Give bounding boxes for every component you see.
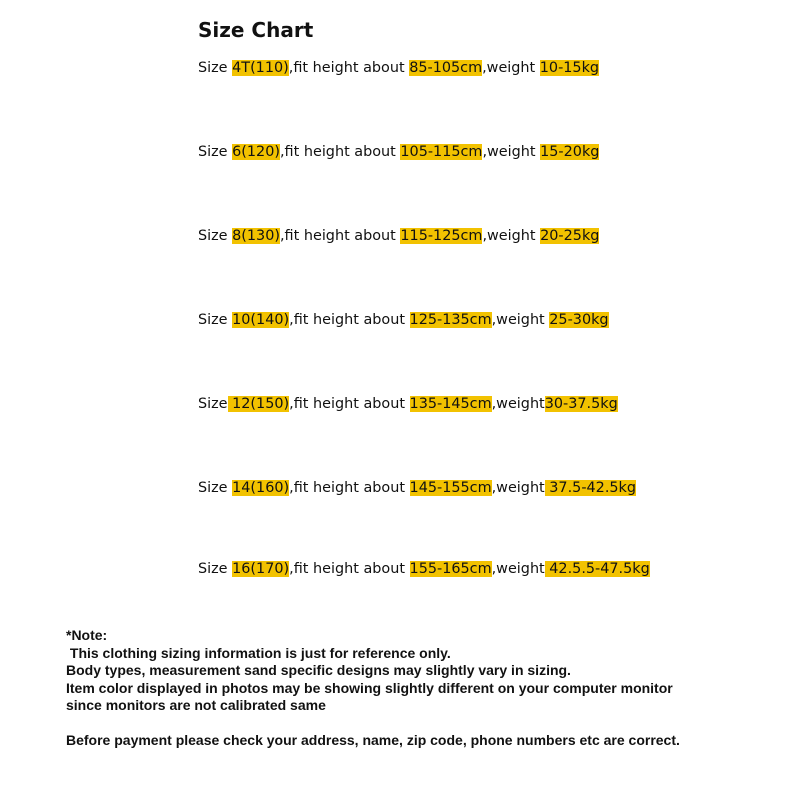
row-mid: ,fit height about: [289, 312, 410, 328]
note-gap: [66, 715, 796, 732]
row-size: 8(130): [232, 228, 280, 244]
row-wlabel: ,weight: [491, 312, 550, 328]
row-wlabel: ,weight: [482, 60, 540, 76]
note-line: Body types, measurement sand specific designs may slightly vary in sizing.: [66, 662, 571, 678]
size-row: [198, 58, 599, 78]
row-wlabel: ,weight: [482, 144, 541, 160]
page-title: Size Chart: [198, 18, 314, 42]
row-weight: 37.5-42.5kg: [544, 480, 637, 496]
note-line: since monitors are not calibrated same: [66, 697, 326, 713]
row-wlabel: ,weight: [491, 480, 545, 496]
size-row: [198, 559, 650, 579]
row-wlabel: ,weight: [491, 396, 545, 412]
row-weight: 25-30kg: [549, 312, 609, 328]
row-prefix: Size: [198, 312, 233, 328]
row-wlabel: ,weight: [491, 561, 545, 577]
row-height: 135-145cm: [409, 396, 492, 412]
row-height: 125-135cm: [409, 312, 492, 328]
row-weight: 20-25kg: [540, 228, 600, 244]
row-weight: 42.5.5-47.5kg: [544, 561, 650, 577]
note-line: Item color displayed in photos may be showing slightly different on your computer monitor: [66, 679, 673, 696]
row-height: 155-165cm: [409, 561, 492, 577]
size-row: [198, 394, 618, 414]
row-height: 115-125cm: [400, 228, 483, 244]
row-wlabel: ,weight: [482, 228, 541, 244]
row-mid: ,fit height about: [289, 480, 410, 496]
row-height: 145-155cm: [409, 480, 492, 496]
row-size: 16(170): [232, 561, 290, 577]
row-size: 10(140): [232, 312, 290, 328]
row-size: 12(150): [227, 396, 290, 412]
row-size: 14(160): [232, 480, 290, 496]
row-mid: ,fit height about: [289, 561, 410, 577]
row-height: 85-105cm: [409, 60, 483, 76]
row-size: 6(120): [232, 144, 280, 160]
size-row: [198, 226, 599, 246]
row-prefix: Size: [198, 561, 233, 577]
note-footer: Before payment please check your address, name, zip code, phone numbers etc are correct.: [66, 731, 680, 748]
note-section: [66, 627, 796, 749]
row-weight: 15-20kg: [540, 144, 600, 160]
size-row: [198, 142, 599, 162]
row-weight: 10-15kg: [539, 60, 600, 76]
row-mid: ,fit height about: [279, 228, 401, 244]
note-line: This clothing sizing information is just for reference only.: [66, 644, 451, 661]
row-mid: ,fit height about: [289, 396, 410, 412]
row-size: 4T(110): [232, 60, 289, 76]
size-row: [198, 310, 609, 330]
row-prefix: Size: [198, 144, 233, 160]
size-row: [198, 478, 636, 498]
row-mid: ,fit height about: [288, 60, 410, 76]
row-prefix: Size: [198, 60, 233, 76]
note-heading: *Note:: [66, 627, 108, 643]
row-prefix: Size: [198, 396, 228, 412]
row-prefix: Size: [198, 228, 233, 244]
row-height: 105-115cm: [400, 144, 483, 160]
row-mid: ,fit height about: [279, 144, 401, 160]
row-weight: 30-37.5kg: [544, 396, 618, 412]
row-prefix: Size: [198, 480, 233, 496]
